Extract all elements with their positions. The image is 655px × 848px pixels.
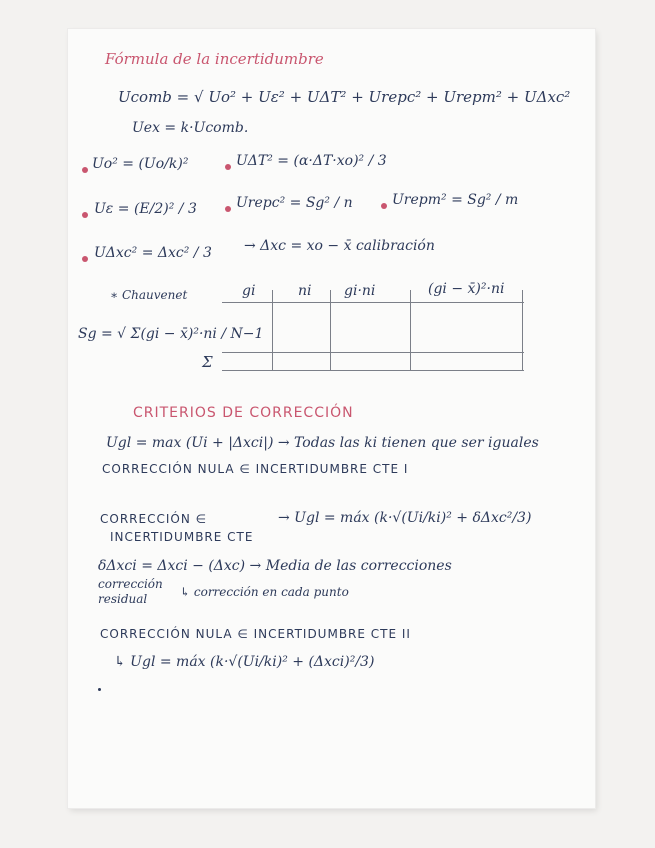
table-header: ni xyxy=(298,283,312,299)
table-rule xyxy=(410,290,411,370)
ink-mark xyxy=(98,688,101,691)
udt-formula: UΔT² = (α·ΔT·xo)² / 3 xyxy=(236,153,387,169)
sg-formula: Sg = √ Σ(gi − x̄)²·ni / N−1 xyxy=(78,326,264,342)
bullet-icon xyxy=(225,206,231,212)
case-incertidumbre: INCERTIDUMBRE CTE xyxy=(110,530,254,544)
residual-correction-formula: δΔxci = Δxci − (Δxc) → Media de las correcciones xyxy=(98,558,452,574)
table-rule xyxy=(330,290,331,370)
residual-note: residual xyxy=(98,592,148,606)
ugl-max-formula-2: → Ugl = máx (k·√(Ui/ki)² + δΔxc²/3) xyxy=(278,510,532,526)
urepm-formula: Urepm² = Sg² / m xyxy=(392,192,519,208)
ugl-max-formula-3: ↳ Ugl = máx (k·√(Ui/ki)² + (Δxci)²/3) xyxy=(114,654,375,670)
urepc-formula: Urepc² = Sg² / n xyxy=(236,195,353,211)
case-nula-ii: CORRECCIÓN NULA ∈ INCERTIDUMBRE CTE II xyxy=(100,627,411,641)
case-correccion: CORRECCIÓN ∈ xyxy=(100,512,208,526)
case-nula-i: CORRECCIÓN NULA ∈ INCERTIDUMBRE CTE I xyxy=(102,462,409,476)
bullet-icon xyxy=(381,203,387,209)
table-header: (gi − x̄)²·ni xyxy=(428,281,505,297)
ugl-max-formula: Ugl = max (Ui + |Δxci|) → Todas las ki tienen que ser iguales xyxy=(106,435,539,451)
page-title: Fórmula de la incertidumbre xyxy=(105,50,324,68)
uex-formula: Uex = k·Ucomb. xyxy=(132,120,249,136)
chauvenet-label: ∗ Chauvenet xyxy=(110,288,188,302)
section-title: CRITERIOS DE CORRECCIÓN xyxy=(133,405,354,421)
table-header: gi·ni xyxy=(344,283,376,299)
ucomb-formula: Ucomb = √ Uo² + Uε² + UΔT² + Urepc² + Urepm² + UΔxc² xyxy=(118,88,571,106)
udxc-formula: UΔxc² = Δxc² / 3 xyxy=(94,245,212,261)
uo-formula: Uo² = (Uo/k)² xyxy=(92,156,189,172)
bullet-icon xyxy=(82,256,88,262)
table-rule xyxy=(522,290,523,370)
bullet-icon xyxy=(225,164,231,170)
residual-note: corrección xyxy=(98,577,163,591)
table-rule xyxy=(222,370,524,371)
sum-symbol: Σ xyxy=(202,353,213,371)
table-header: gi xyxy=(242,283,256,299)
bullet-icon xyxy=(82,167,88,173)
dxc-calibration: → Δxc = xo − x̄ calibración xyxy=(244,238,435,254)
bullet-icon xyxy=(82,212,88,218)
each-point-note: ↳ corrección en cada punto xyxy=(180,585,349,599)
table-rule xyxy=(222,302,524,303)
table-rule xyxy=(222,352,524,353)
table-rule xyxy=(272,290,273,370)
ue-formula: Uε = (E/2)² / 3 xyxy=(94,201,197,217)
